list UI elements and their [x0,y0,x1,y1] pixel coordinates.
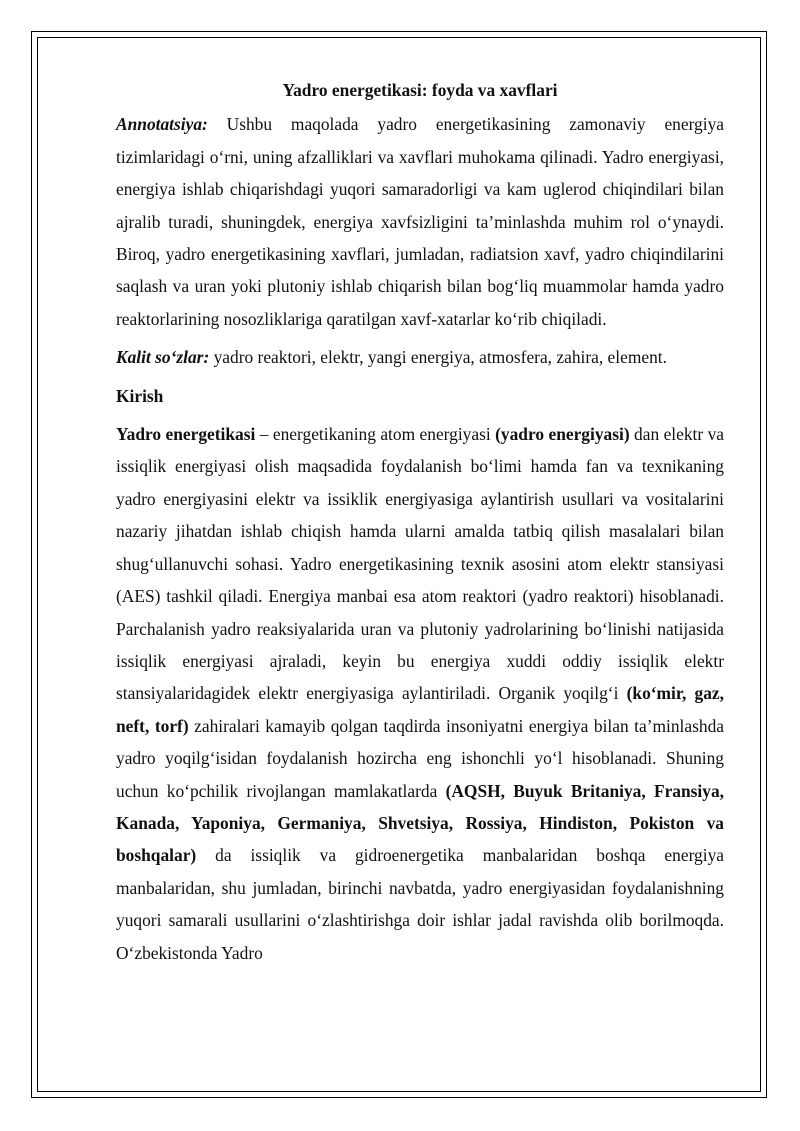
abstract-text: Ushbu maqolada yadro energetikasining zamonaviy energiya tizimlaridagi o‘rni, uning afzalliklari va xavflari muhokama qilinadi. Yadro energiyasi, energiya ishlab chiqarishdagi yuqori samaradorligi va kam uglerod chiqindilari bilan ajralib turadi, shuningdek, energiya xavfsizligini ta’minlashda muhim rol o‘ynaydi. Biroq, yadro energetikasining xavflari, jumladan, radiatsion xavf, yadro chiqindilarini saqlash va uran yoki plutoniy ishlab chiqarish bilan bog‘liq muammolar hamda yadro reaktorlarining nosozliklariga qaratilgan xavf-xatarlar ko‘rib chiqiladi. [116,114,724,329]
section-heading-intro: Kirish [116,385,164,406]
abstract-paragraph [116,108,724,335]
intro-bold-2: (ko‘mir, gaz, neft, torf) [116,683,724,736]
intro-term: Yadro energetikasi [116,424,256,445]
intro-bold-3: (AQSH, Buyuk Britaniya, Fransiya, Kanada, Yaponiya, Germaniya, Shvetsiya, Rossiya, Hindiston, Pokiston va boshqalar) [116,780,725,866]
keywords-text: yadro reaktori, elektr, yangi energiya, atmosfera, zahira, element. [209,347,667,368]
intro-paragraph [116,418,724,969]
keywords-label: Kalit so‘zlar: [116,347,210,368]
intro-segment-4: da issiqlik va gidroenergetika manbalaridan boshqa energiya manbalaridan, shu jumladan, birinchi navbatda, yadro energiyasidan foydalanishning yuqori samarali usullarini o‘zlashtirishga doir ishlar jadal ravishda olib borilmoqda. O‘zbekistonda Yadro [116,845,724,963]
abstract-label: Annotatsiya: [116,114,208,135]
intro-bold-1: (yadro energiyasi) [495,424,630,445]
document-title: Yadro energetikasi: foyda va xavflari [282,80,558,100]
intro-segment-2: dan elektr va issiqlik energiyasi olish maqsadida foydalanish bo‘limi hamda fan va texnikaning yadro energiyasini elektr va issiklik energiyasiga aylantirish usullari va vositalarini nazariy jihatdan ishlab chiqish hamda ularni amalda tatbiq qilish masalalari bilan shug‘ullanuvchi sohasi. Yadro energetikasining texnik asosini atom elektr stansiyasi (AES) tashkil qiladi. Energiya manbai esa atom reaktori (yadro reaktori) hisoblanadi. Parchalanish yadro reaksiyalarida uran va plutoniy yadrolarining bo‘linishi natijasida issiqlik energiyasi ajraladi, keyin bu energiya xuddi oddiy issiqlik elektr stansiyalaridagidek elektr energiyasiga aylantiriladi. Organik yoqilg‘i [116,424,724,704]
intro-segment-1: – energetikaning atom energiyasi [255,424,496,445]
intro-segment-3: zahiralari kamayib qolgan taqdirda insoniyatni energiya bilan ta’minlashda yadro yoqilg‘isidan foydalanish hozircha eng ishonchli yo‘l hisoblanadi. Shuning uchun ko‘pchilik rivojlangan mamlakatlarda [116,715,724,801]
document-body [116,74,724,969]
keywords-paragraph [116,341,724,373]
